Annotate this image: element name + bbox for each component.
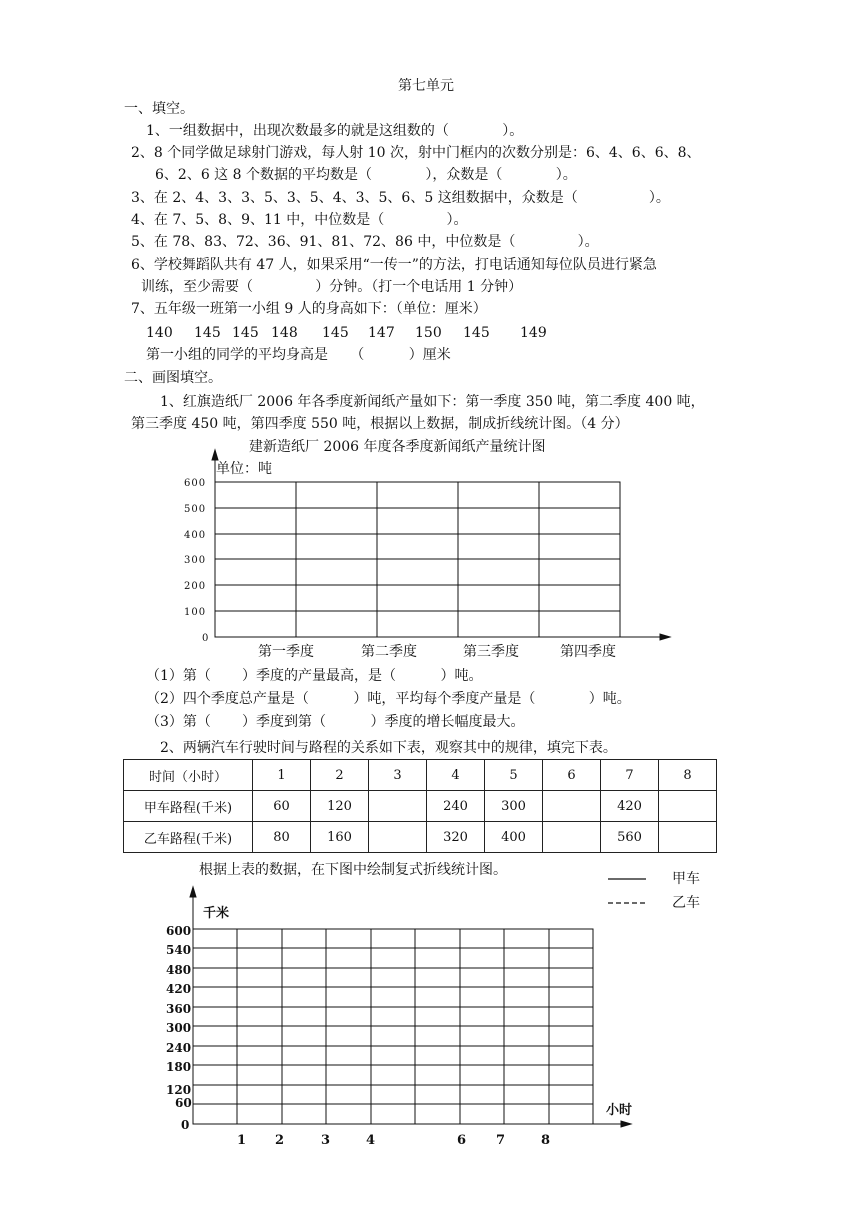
chart1-xlabel: 第二季度 bbox=[361, 644, 417, 660]
q2-line-b: 6、2、6 这 8 个数据的平均数是（ ），众数是（ ）。 bbox=[155, 167, 577, 183]
table-cell: 300 bbox=[485, 791, 543, 822]
table-cell: 甲车路程(千米) bbox=[124, 791, 253, 822]
table-cell: 240 bbox=[427, 791, 485, 822]
height-value: 148 bbox=[271, 325, 298, 341]
table-header-cell: 6 bbox=[543, 760, 601, 791]
s2-q1-line-a: 1、红旗造纸厂 2006 年各季度新闻纸产量如下：第一季度 350 吨，第二季度 400 吨， bbox=[160, 394, 705, 410]
s2-q2-note: 根据上表的数据，在下图中绘制复式折线统计图。 bbox=[199, 862, 507, 878]
section1-heading: 一、填空。 bbox=[124, 101, 194, 117]
section2-heading: 二、画图填空。 bbox=[124, 370, 222, 386]
chart2-ytick: 120 bbox=[166, 1083, 192, 1097]
chart1-xlabel: 第三季度 bbox=[463, 644, 519, 660]
chart2-ytick: 480 bbox=[166, 963, 192, 977]
s2-q1-sub3: （3）第（ ）季度到第（ ）季度的增长幅度最大。 bbox=[146, 714, 525, 730]
chart2-ytick: 300 bbox=[166, 1021, 192, 1035]
s2-q2-line: 2、两辆汽车行驶时间与路程的关系如下表，观察其中的规律，填完下表。 bbox=[160, 740, 617, 756]
table-header-cell: 时间（小时） bbox=[124, 760, 253, 791]
chart2-xlabel: 3 bbox=[321, 1133, 331, 1148]
chart2-xlabel: 1 bbox=[237, 1133, 247, 1148]
chart2-ytick: 0 bbox=[181, 1118, 190, 1132]
chart1-ytick: 200 bbox=[184, 581, 207, 592]
chart2-xunit: 小时 bbox=[606, 1103, 633, 1118]
height-value: 145 bbox=[194, 325, 221, 341]
s2-q1-sub2: （2）四个季度总产量是（ ）吨，平均每个季度产量是（ ）吨。 bbox=[146, 691, 631, 707]
table-cell: 80 bbox=[253, 822, 311, 853]
height-value: 140 bbox=[146, 325, 173, 341]
table-cell: 乙车路程(千米) bbox=[124, 822, 253, 853]
q3-line: 3、在 2、4、3、3、5、3、5、4、3、5、6、5 这组数据中，众数是（ ）。 bbox=[131, 190, 670, 206]
table-cell: 400 bbox=[485, 822, 543, 853]
chart2-ytick: 360 bbox=[166, 1002, 192, 1016]
table-cell: 120 bbox=[311, 791, 369, 822]
table-cell[interactable] bbox=[369, 822, 427, 853]
table-cell: 420 bbox=[601, 791, 659, 822]
q7-answer-line: 第一小组的同学的平均身高是 （ ）厘米 bbox=[146, 347, 451, 363]
table-row bbox=[124, 822, 717, 853]
table-header-cell: 3 bbox=[369, 760, 427, 791]
q6-line-a: 6、学校舞蹈队共有 47 人，如果采用“一传一”的方法，打电话通知每位队员进行紧急 bbox=[131, 257, 657, 273]
distance-table bbox=[123, 759, 717, 853]
chart2-grid bbox=[193, 929, 593, 1124]
s2-q1-line-b: 第三季度 450 吨，第四季度 550 吨，根据以上数据，制成折线统计图。（4 分） bbox=[131, 416, 629, 432]
height-value: 147 bbox=[368, 325, 395, 341]
chart1-title: 建新造纸厂 2006 年度各季度新闻纸产量统计图 bbox=[249, 439, 546, 455]
chart2-ytick: 420 bbox=[166, 982, 192, 996]
chart2-xlabel: 2 bbox=[275, 1133, 285, 1148]
legend-label-jia: 甲车 bbox=[672, 871, 700, 887]
chart2-ytick: 240 bbox=[166, 1041, 192, 1055]
table-cell: 560 bbox=[601, 822, 659, 853]
table-cell: 320 bbox=[427, 822, 485, 853]
q6-line-b: 训练，至少需要（ ）分钟。（打一个电话用 1 分钟） bbox=[141, 279, 523, 295]
chart2-ytick: 180 bbox=[166, 1060, 192, 1074]
height-value: 145 bbox=[232, 325, 259, 341]
chart1-ytick: 500 bbox=[184, 504, 207, 515]
table-header-cell: 2 bbox=[311, 760, 369, 791]
table-cell[interactable] bbox=[369, 791, 427, 822]
table-cell: 160 bbox=[311, 822, 369, 853]
q5-line: 5、在 78、83、72、36、91、81、72、86 中，中位数是（ ）。 bbox=[131, 234, 599, 250]
chart2-ytick: 600 bbox=[166, 924, 192, 938]
table-row bbox=[124, 791, 717, 822]
table-header-cell: 7 bbox=[601, 760, 659, 791]
chart2-xlabel: 8 bbox=[541, 1133, 551, 1148]
page-title: 第七单元 bbox=[398, 78, 454, 94]
table-cell[interactable] bbox=[543, 822, 601, 853]
table-header-cell: 4 bbox=[427, 760, 485, 791]
chart2-ytick: 60 bbox=[175, 1096, 192, 1110]
chart1-xlabel: 第一季度 bbox=[258, 644, 314, 660]
chart2-ytick: 540 bbox=[166, 943, 192, 957]
table-cell[interactable] bbox=[659, 791, 717, 822]
chart2-yunit: 千米 bbox=[203, 906, 230, 921]
height-value: 149 bbox=[520, 325, 547, 341]
chart2-xlabel: 6 bbox=[457, 1133, 467, 1148]
table-cell[interactable] bbox=[659, 822, 717, 853]
table-header-cell: 5 bbox=[485, 760, 543, 791]
s2-q1-sub1: （1）第（ ）季度的产量最高，是（ ）吨。 bbox=[146, 668, 483, 684]
chart1-ytick: 400 bbox=[184, 530, 207, 541]
q4-line: 4、在 7、5、8、9、11 中，中位数是（ ）。 bbox=[131, 212, 468, 228]
height-value: 145 bbox=[322, 325, 349, 341]
chart2-xlabel: 7 bbox=[496, 1133, 506, 1148]
height-value: 150 bbox=[415, 325, 442, 341]
chart1-ytick: 600 bbox=[184, 478, 207, 489]
q1-line: 1、一组数据中，出现次数最多的就是这组数的（ ）。 bbox=[146, 123, 524, 139]
chart1-ytick: 100 bbox=[184, 607, 207, 618]
q2-line-a: 2、8 个同学做足球射门游戏，每人射 10 次，射中门框内的次数分别是：6、4、6、6、8、 bbox=[131, 145, 701, 161]
table-header-cell: 8 bbox=[659, 760, 717, 791]
q7-line: 7、五年级一班第一小组 9 人的身高如下：（单位：厘米） bbox=[131, 301, 487, 317]
table-cell: 60 bbox=[253, 791, 311, 822]
chart1-ytick: 300 bbox=[184, 555, 207, 566]
chart1-grid bbox=[215, 482, 620, 637]
chart1-xlabel: 第四季度 bbox=[560, 644, 616, 660]
chart1-unit: 单位：吨 bbox=[216, 461, 272, 477]
legend-label-yi: 乙车 bbox=[672, 895, 700, 911]
table-row bbox=[124, 760, 717, 791]
chart1-ytick: 0 bbox=[202, 633, 209, 644]
table-header-cell: 1 bbox=[253, 760, 311, 791]
chart2-xlabel: 4 bbox=[366, 1133, 376, 1148]
height-value: 145 bbox=[463, 325, 490, 341]
table-cell[interactable] bbox=[543, 791, 601, 822]
